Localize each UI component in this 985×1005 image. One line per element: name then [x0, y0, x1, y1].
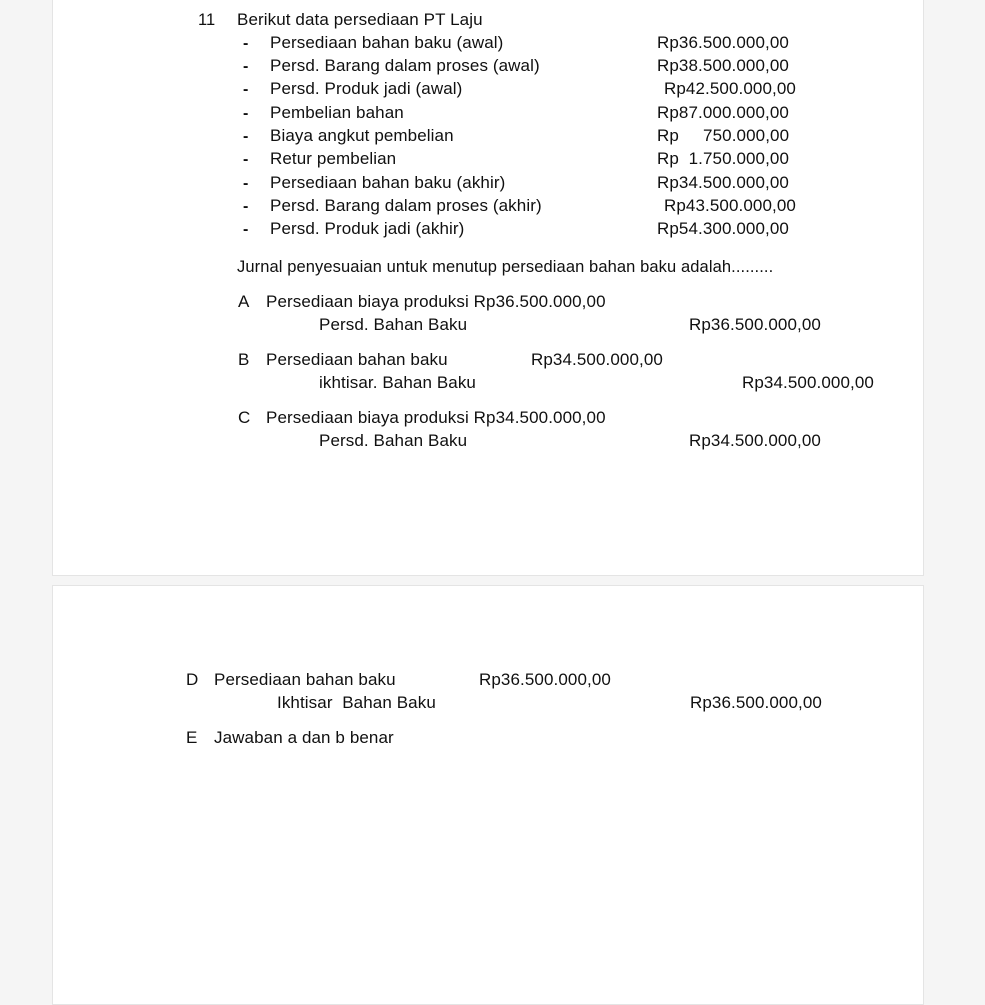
list-bullet: -	[243, 105, 249, 122]
document-page-2	[52, 585, 924, 1005]
option-c-credit-label: Persd. Bahan Baku	[319, 431, 468, 450]
option-a-debit-label: Persediaan biaya produksi Rp36.500.000,00	[266, 292, 606, 311]
option-b-credit-amount: Rp34.500.000,00	[742, 373, 874, 392]
option-d-letter: D	[186, 670, 199, 689]
list-item-amount: Rp43.500.000,00	[664, 196, 796, 215]
option-b-debit-amount: Rp34.500.000,00	[531, 350, 663, 369]
option-c-credit-amount: Rp34.500.000,00	[689, 431, 821, 450]
question-title: Berikut data persediaan PT Laju	[237, 10, 483, 29]
list-item-amount: Rp 1.750.000,00	[657, 149, 790, 168]
option-a-credit-amount: Rp36.500.000,00	[689, 315, 821, 334]
list-bullet: -	[243, 151, 249, 168]
list-item-amount: Rp87.000.000,00	[657, 103, 789, 122]
list-bullet: -	[243, 81, 249, 98]
option-c-letter: C	[238, 408, 251, 427]
question-number: 11	[198, 11, 216, 29]
list-bullet: -	[243, 128, 249, 145]
option-b-credit-label: ikhtisar. Bahan Baku	[319, 373, 476, 392]
list-bullet: -	[243, 35, 249, 52]
document-page-1	[52, 0, 924, 576]
list-bullet: -	[243, 58, 249, 75]
list-item: Persd. Barang dalam proses (akhir)	[270, 196, 542, 215]
list-item: Persediaan bahan baku (akhir)	[270, 173, 506, 192]
list-item: Persd. Barang dalam proses (awal)	[270, 56, 540, 75]
option-a-credit-label: Persd. Bahan Baku	[319, 315, 468, 334]
list-item: Retur pembelian	[270, 149, 397, 168]
list-item-amount: Rp36.500.000,00	[657, 33, 789, 52]
list-item: Biaya angkut pembelian	[270, 126, 454, 145]
list-bullet: -	[243, 175, 249, 192]
option-d-credit-amount: Rp36.500.000,00	[690, 693, 822, 712]
list-bullet: -	[243, 198, 249, 215]
page-2-content	[53, 586, 923, 1004]
list-item: Persediaan bahan baku (awal)	[270, 33, 504, 52]
option-e-label: Jawaban a dan b benar	[214, 728, 394, 747]
list-item-amount: Rp 750.000,00	[657, 126, 790, 145]
list-item: Persd. Produk jadi (awal)	[270, 79, 463, 98]
option-d-debit-label: Persediaan bahan baku	[214, 670, 396, 689]
list-item: Pembelian bahan	[270, 103, 404, 122]
page-1-content	[53, 0, 923, 575]
option-b-letter: B	[238, 350, 250, 369]
option-e-letter: E	[186, 728, 198, 747]
list-item-amount: Rp54.300.000,00	[657, 219, 789, 238]
list-bullet: -	[243, 221, 249, 238]
option-c-debit-label: Persediaan biaya produksi Rp34.500.000,00	[266, 408, 606, 427]
list-item: Persd. Produk jadi (akhir)	[270, 219, 465, 238]
option-d-debit-amount: Rp36.500.000,00	[479, 670, 611, 689]
question-prompt: Jurnal penyesuaian untuk menutup persediaan bahan baku adalah.........	[237, 258, 774, 276]
list-item-amount: Rp42.500.000,00	[664, 79, 796, 98]
list-item-amount: Rp34.500.000,00	[657, 173, 789, 192]
list-item-amount: Rp38.500.000,00	[657, 56, 789, 75]
option-a-letter: A	[238, 292, 250, 311]
option-b-debit-label: Persediaan bahan baku	[266, 350, 448, 369]
option-d-credit-label: Ikhtisar Bahan Baku	[277, 693, 436, 712]
